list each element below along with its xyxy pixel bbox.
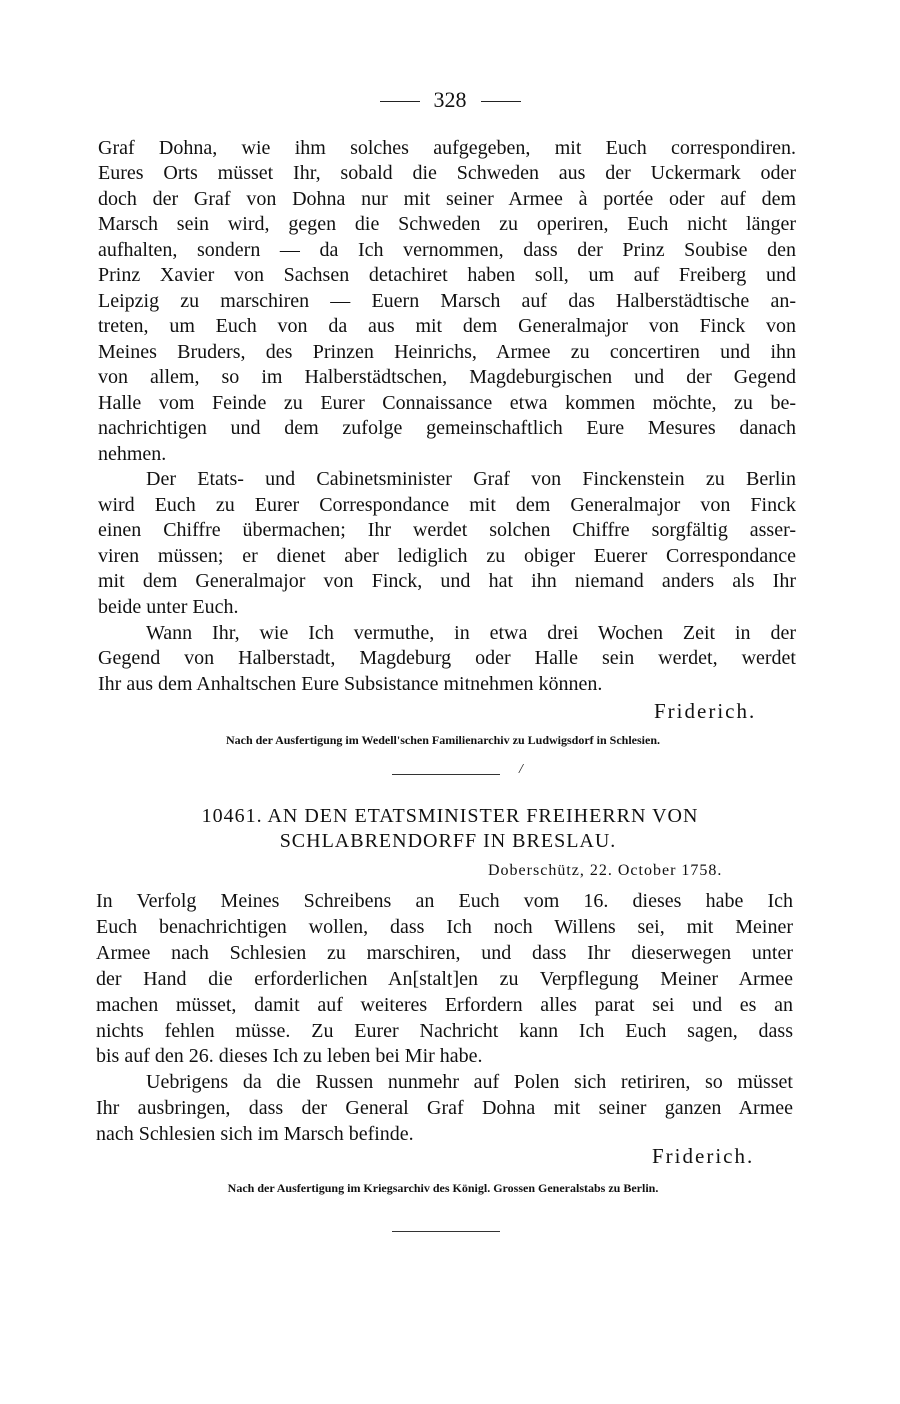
text-line: Ihr aus dem Anhaltschen Eure Subsistance mitnehmen können. (98, 673, 603, 695)
text-line: Prinz Xavier von Sachsen detachiret haben soll, um auf Freiberg und (98, 264, 796, 286)
text-line: beide unter Euch. (98, 596, 239, 618)
text-line: einen Chiffre übermachen; Ihr werdet solchen Chiffre sorgfältig asser- (98, 519, 796, 541)
text-line: Der Etats- und Cabinetsminister Graf von Finckenstein zu Berlin (146, 468, 796, 490)
page-number: 328 (433, 87, 467, 112)
header-rule-left (380, 101, 420, 102)
text-line: nichts fehlen müsse. Zu Eurer Nachricht kann Ich Euch sagen, dass (96, 1020, 793, 1042)
text-line: der Hand die erforderlichen An[stalt]en zu Verpflegung Meiner Armee (96, 968, 793, 990)
text-line: nehmen. (98, 443, 167, 465)
text-line: nach Schlesien sich im Marsch befinde. (96, 1123, 414, 1145)
text-line: nachrichtigen und dem zufolge gemeinschaftlich Eure Mesures danach (98, 417, 796, 439)
signature: Friderich. (654, 699, 757, 723)
text-line: Armee nach Schlesien zu marschiren, und dass Ihr dieserwegen unter (96, 942, 793, 964)
signature: Friderich. (652, 1144, 755, 1168)
text-line: Ihr ausbringen, dass der General Graf Dohna mit seiner ganzen Armee (96, 1097, 793, 1119)
source-note: Nach der Ausfertigung im Wedell'schen Familienarchiv zu Ludwigsdorf in Schlesien. (225, 733, 661, 747)
letter-heading-continued: SCHLABRENDORFF IN BRESLAU. (279, 830, 617, 852)
text-line: mit dem Generalmajor von Finck, und hat ihn niemand anders als Ihr (98, 570, 796, 592)
text-line: Leipzig zu marschiren — Euern Marsch auf das Halberstädtische an- (98, 290, 796, 312)
page-number-header (0, 86, 900, 114)
dateline: Doberschütz, 22. October 1758. (488, 862, 723, 879)
text-line: Halle vom Feinde zu Eurer Connaissance etwa kommen möchte, zu be- (98, 392, 796, 414)
text-line: wird Euch zu Eurer Correspondance mit dem Generalmajor von Finck (98, 494, 796, 516)
text-line: Uebrigens da die Russen nunmehr auf Polen sich retiriren, so müsset (146, 1071, 793, 1093)
text-line: aufhalten, sondern — da Ich vernommen, dass der Prinz Soubise den (98, 239, 796, 261)
text-line: Marsch sein wird, gegen die Schweden zu operiren, Euch nicht länger (98, 213, 796, 235)
text-line: machen müsset, damit auf weiteres Erfordern alles parat sei und es an (96, 994, 793, 1016)
text-line: bis auf den 26. dieses Ich zu leben bei Mir habe. (96, 1045, 483, 1067)
text-line: von allem, so im Halberstädtschen, Magdeburgischen und der Gegend (98, 366, 796, 388)
text-line: In Verfolg Meines Schreibens an Euch vom 16. dieses habe Ich (96, 890, 793, 912)
header-rule-right (481, 101, 521, 102)
text-line: Graf Dohna, wie ihm solches aufgegeben, mit Euch correspondiren. (98, 137, 796, 159)
text-line: Meines Bruders, des Prinzen Heinrichs, Armee zu concertiren und ihn (98, 341, 796, 363)
source-note: Nach der Ausfertigung im Kriegsarchiv des Königl. Grossen Generalstabs zu Berlin. (227, 1181, 659, 1195)
text-line: Eures Orts müsset Ihr, sobald die Schweden aus der Uckermark oder (98, 162, 796, 184)
section-divider (392, 774, 500, 775)
letter-heading: 10461. AN DEN ETATSMINISTER FREIHERRN VON (201, 805, 699, 827)
text-line: viren müssen; er dienet aber lediglich zu obiger Euerer Correspondance (98, 545, 796, 567)
text-line: treten, um Euch von da aus mit dem Generalmajor von Finck von (98, 315, 796, 337)
divider-mark: / (519, 762, 523, 777)
text-line: Euch benachrichtigen wollen, dass Ich noch Willens sei, mit Meiner (96, 916, 793, 938)
text-line: Wann Ihr, wie Ich vermuthe, in etwa drei Wochen Zeit in der (146, 622, 796, 644)
section-divider (392, 1231, 500, 1232)
text-line: Gegend von Halberstadt, Magdeburg oder Halle sein werdet, werdet (98, 647, 796, 669)
text-line: doch der Graf von Dohna nur mit seiner Armee à portée oder auf dem (98, 188, 796, 210)
